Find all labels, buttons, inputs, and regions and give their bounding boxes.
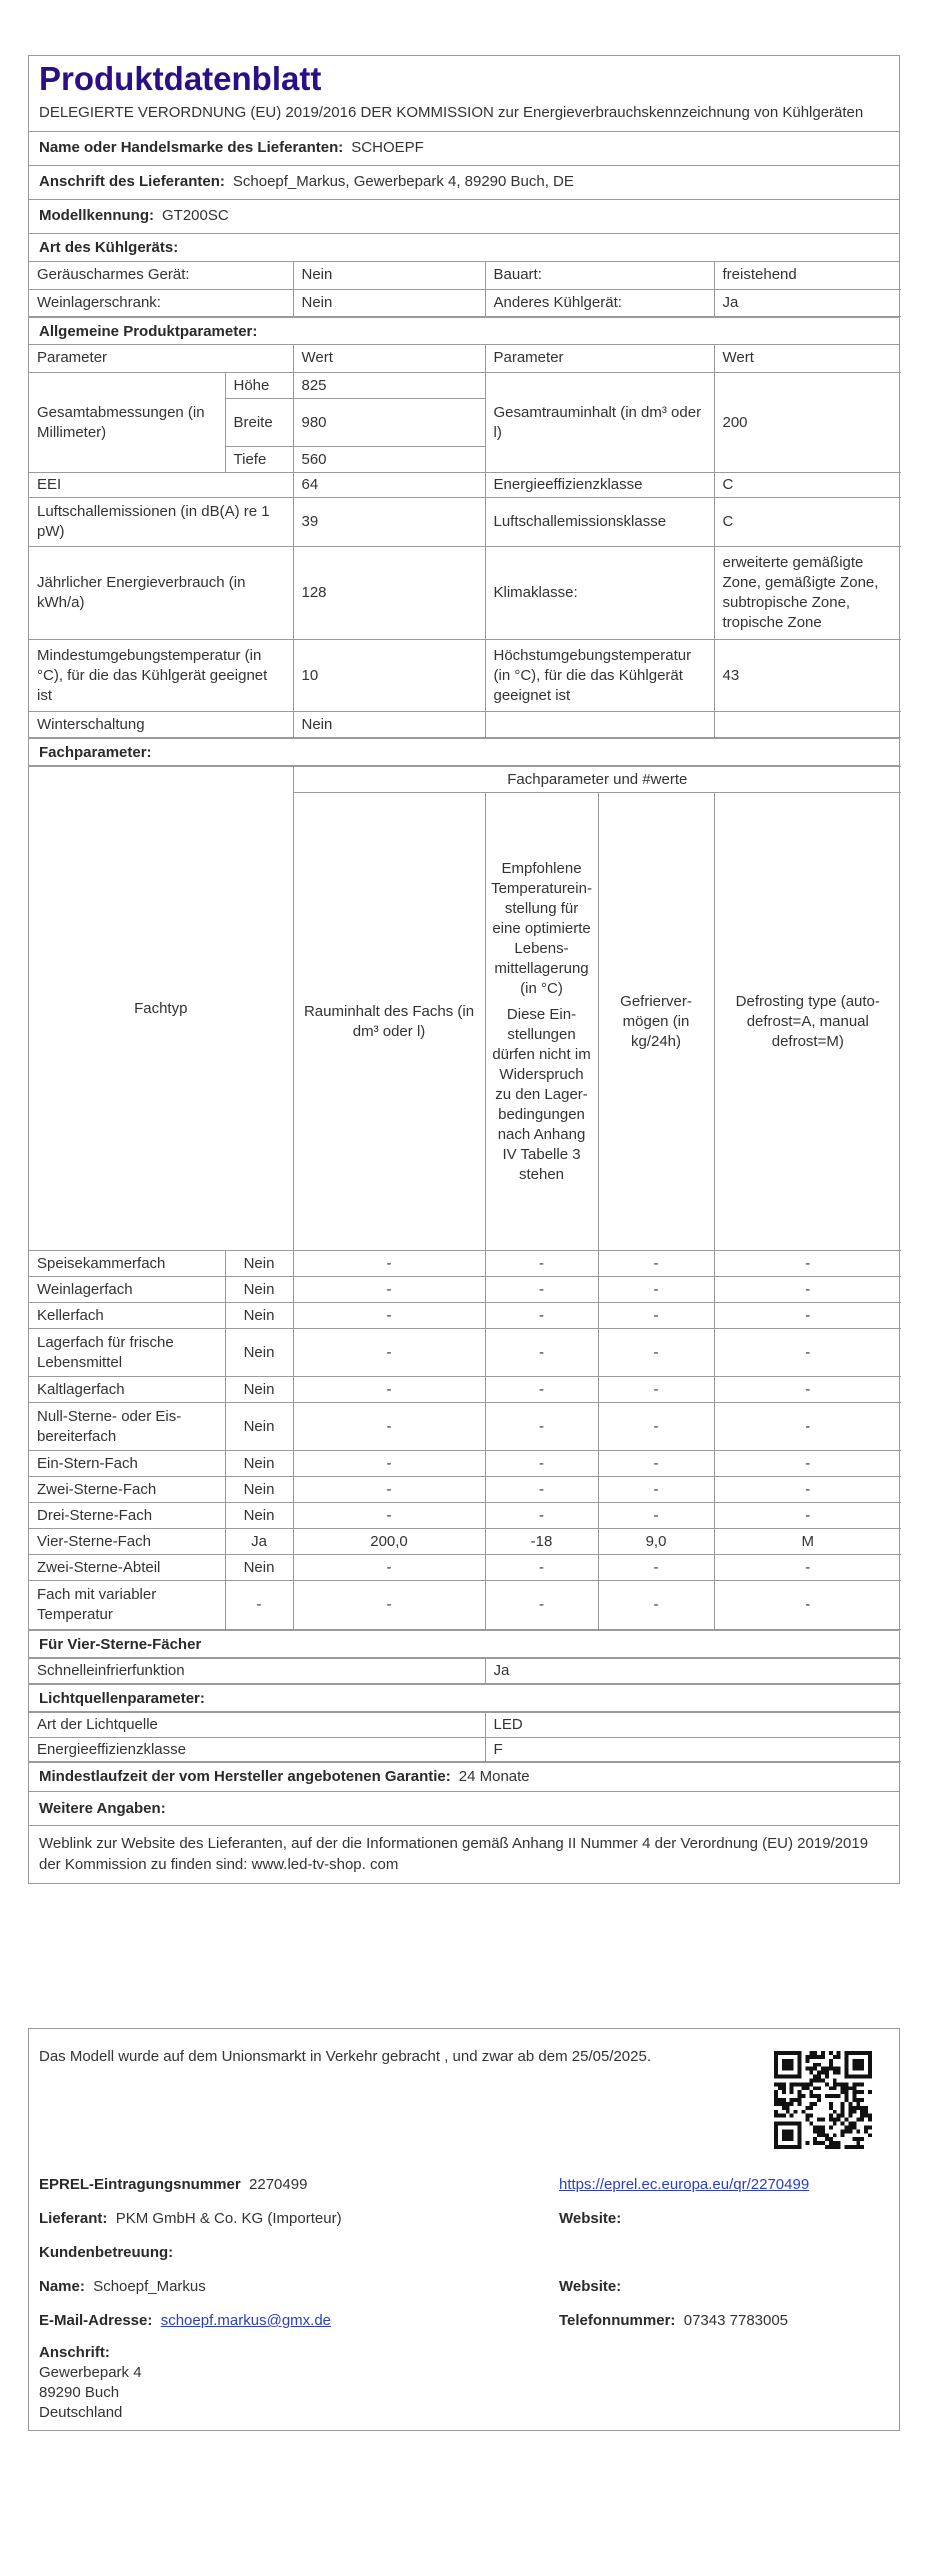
dim-value-height: 825 <box>293 373 485 399</box>
table-row <box>29 1659 901 1684</box>
cell-label: Bauart: <box>485 262 714 289</box>
table-row <box>29 1503 901 1529</box>
email-link[interactable]: schoepf.markus@gmx.de <box>160 2312 332 2329</box>
address-line: Deutschland <box>39 2404 123 2421</box>
compartment-freezing: - <box>598 1477 714 1503</box>
compartment-present: Nein <box>225 1277 293 1303</box>
compartment-volume: - <box>293 1503 485 1529</box>
cell-label: Höchstumgebungstemperatur (in °C), für die das Kühlgerät geeignet ist <box>485 640 714 712</box>
compartment-present: Nein <box>225 1503 293 1529</box>
cell-label: EEI <box>29 473 293 498</box>
model-label: Modellkennung: <box>39 207 154 225</box>
header-temperature-note: Diese Einstellungen dürfen nicht im Widerspruch zu den Lagerbedingungen nach Anhang IV Tabelle 3 stehen <box>492 1005 591 1183</box>
cell-value: C <box>714 473 901 498</box>
compartment-present: Nein <box>225 1377 293 1403</box>
four-star-table <box>29 1658 901 1684</box>
light-class-value: F <box>485 1738 901 1762</box>
compartment-defrost: - <box>714 1251 901 1277</box>
compartment-temperature: - <box>485 1403 598 1451</box>
phone-line <box>559 2311 788 2331</box>
compartment-temperature: - <box>485 1503 598 1529</box>
header-compartment-type: Fachtyp <box>29 767 293 1251</box>
compartment-temperature: - <box>485 1451 598 1477</box>
address-label: Anschrift: <box>39 2344 110 2361</box>
table-row <box>29 712 901 738</box>
contact-website-line <box>559 2277 621 2297</box>
page-title: Produktdatenblatt <box>39 60 322 97</box>
qr-code-icon[interactable] <box>774 2051 872 2149</box>
compartment-rows <box>29 1251 901 1630</box>
warranty-row <box>29 1762 899 1792</box>
supplier-value: PKM GmbH & Co. KG (Importeur) <box>115 2210 342 2227</box>
compartment-freezing: - <box>598 1303 714 1329</box>
warranty-label: Mindestlaufzeit der vom Hersteller angebotenen Garantie: <box>39 1767 451 1785</box>
compartment-defrost: - <box>714 1329 901 1377</box>
contact-name-value: Schoepf_Markus <box>93 2278 206 2295</box>
table-row <box>29 640 901 712</box>
compartment-freezing: - <box>598 1277 714 1303</box>
cell-value: 39 <box>293 498 485 547</box>
table-row <box>29 1303 901 1329</box>
light-type-label: Art der Lichtquelle <box>29 1713 485 1738</box>
customer-service-label: Kundenbetreuung: <box>39 2244 174 2261</box>
table-row <box>29 1251 901 1277</box>
compartment-name: Kellerfach <box>29 1303 225 1329</box>
compartment-present: - <box>225 1581 293 1630</box>
header-temperature <box>485 793 598 1251</box>
table-row <box>29 1581 901 1630</box>
compartment-freezing: - <box>598 1503 714 1529</box>
header-freezing-capacity: Gefriervermögen (in kg/24h) <box>598 793 714 1251</box>
compartment-temperature: - <box>485 1277 598 1303</box>
website-label: Website: <box>559 2210 622 2227</box>
header-parameter: Parameter <box>485 345 714 373</box>
compartment-present: Ja <box>225 1529 293 1555</box>
compartment-defrost: - <box>714 1277 901 1303</box>
compartment-freezing: - <box>598 1581 714 1630</box>
market-date-text: Das Modell wurde auf dem Unionsmarkt in Verkehr gebracht , und zwar ab dem 25/05/2025. <box>39 2048 651 2065</box>
supplier-website-link[interactable]: www.led-tv-shop. com <box>251 1856 399 1873</box>
appliance-type-table <box>29 262 901 317</box>
table-row <box>29 1555 901 1581</box>
cell-value: Nein <box>293 262 485 289</box>
compartment-freezing: 9,0 <box>598 1529 714 1555</box>
further-info-description: Weblink zur Website des Lieferanten, auf der die Informationen gemäß Anhang II Nummer 4 der Verordnung (EU) 2019/2019 der Kommission zu finden sind: <box>39 1835 869 1873</box>
supplier-line <box>39 2209 342 2229</box>
compartment-name: Null-Sterne- oder Eisbereiterfach <box>29 1403 225 1451</box>
model-row <box>29 200 899 234</box>
table-row <box>29 1329 901 1377</box>
compartment-present: Nein <box>225 1555 293 1581</box>
volume-value: 200 <box>714 373 901 473</box>
eprel-line <box>39 2175 307 2195</box>
light-source-table <box>29 1712 901 1762</box>
contact-name-line <box>39 2277 206 2297</box>
four-star-heading: Für Vier-Sterne-Fächer <box>29 1630 899 1658</box>
fast-freeze-label: Schnelleinfrierfunktion <box>29 1659 485 1684</box>
cell-value: Nein <box>293 289 485 316</box>
compartment-freezing: - <box>598 1555 714 1581</box>
compartment-temperature: - <box>485 1303 598 1329</box>
compartment-volume: - <box>293 1403 485 1451</box>
table-row <box>29 547 901 640</box>
table-row <box>29 1477 901 1503</box>
email-label: E-Mail-Adresse: <box>39 2312 153 2329</box>
compartment-temperature: - <box>485 1477 598 1503</box>
model-value: GT200SC <box>162 207 229 225</box>
compartment-temperature: - <box>485 1329 598 1377</box>
contact-website-label: Website: <box>559 2278 622 2295</box>
cell-label <box>485 712 714 738</box>
compartment-name: Ein-Stern-Fach <box>29 1451 225 1477</box>
cell-label: Winterschaltung <box>29 712 293 738</box>
cell-value: C <box>714 498 901 547</box>
compartment-volume: - <box>293 1251 485 1277</box>
compartment-volume: - <box>293 1329 485 1377</box>
address-line: 89290 Buch <box>39 2384 120 2401</box>
compartment-volume: - <box>293 1451 485 1477</box>
cell-value: Ja <box>714 289 901 316</box>
compartment-freezing: - <box>598 1377 714 1403</box>
cell-value: 10 <box>293 640 485 712</box>
compartment-temperature: -18 <box>485 1529 598 1555</box>
compartment-name: Vier-Sterne-Fach <box>29 1529 225 1555</box>
customer-service-heading <box>39 2243 173 2263</box>
table-header-row <box>29 345 901 373</box>
table-row <box>29 1713 901 1738</box>
light-class-label: Energieeffizienzklasse <box>29 1738 485 1762</box>
supplier-address-row <box>29 166 899 200</box>
compartment-defrost: - <box>714 1377 901 1403</box>
cell-value <box>714 712 901 738</box>
postal-address <box>39 2343 142 2423</box>
cell-value: erweiterte gemäßigte Zone, gemäßigte Zone, subtropische Zone, tropische Zone <box>714 547 901 640</box>
table-row <box>29 1377 901 1403</box>
table-row <box>29 1451 901 1477</box>
compartment-present: Nein <box>225 1403 293 1451</box>
eprel-link[interactable] <box>559 2175 809 2195</box>
phone-value: 07343 7783005 <box>683 2312 789 2329</box>
cell-label: Geräuscharmes Gerät: <box>29 262 293 289</box>
compartment-params-heading: Fachparameter: <box>29 738 899 766</box>
cell-label: Anderes Kühlgerät: <box>485 289 714 316</box>
general-params-heading: Allgemeine Produktparameter: <box>29 317 899 345</box>
supplier-name-row <box>29 132 899 166</box>
compartment-present: Nein <box>225 1451 293 1477</box>
compartment-defrost: - <box>714 1555 901 1581</box>
cell-label: Energieeffizienzklasse <box>485 473 714 498</box>
table-header-row <box>29 767 901 793</box>
compartment-freezing: - <box>598 1329 714 1377</box>
compartment-defrost: - <box>714 1503 901 1529</box>
header-compartment-params: Fachparameter und #werte <box>293 767 901 793</box>
cell-label: Mindestumgebungstemperatur (in °C), für die das Kühlgerät geeignet ist <box>29 640 293 712</box>
cell-label: Weinlagerschrank: <box>29 289 293 316</box>
compartment-freezing: - <box>598 1403 714 1451</box>
cell-label: Luftschallemissionsklasse <box>485 498 714 547</box>
compartment-volume: - <box>293 1303 485 1329</box>
compartment-name: Drei-Sterne-Fach <box>29 1503 225 1529</box>
table-row <box>29 1403 901 1451</box>
cell-label: Klimaklasse: <box>485 547 714 640</box>
cell-value: 128 <box>293 547 485 640</box>
fast-freeze-value: Ja <box>485 1659 901 1684</box>
compartment-temperature: - <box>485 1377 598 1403</box>
light-source-heading: Lichtquellenparameter: <box>29 1684 899 1712</box>
dim-label-width: Breite <box>225 399 293 447</box>
dim-label-height: Höhe <box>225 373 293 399</box>
header-value: Wert <box>293 345 485 373</box>
compartment-defrost: - <box>714 1581 901 1630</box>
compartment-defrost: - <box>714 1451 901 1477</box>
volume-label: Gesamtrauminhalt (in dm³ oder l) <box>485 373 714 473</box>
compartment-freezing: - <box>598 1251 714 1277</box>
supplier-label: Lieferant: <box>39 2210 108 2227</box>
eprel-link-text[interactable]: https://eprel.ec.europa.eu/qr/2270499 <box>559 2176 810 2193</box>
table-row <box>29 1277 901 1303</box>
supplier-address-value: Schoepf_Markus, Gewerbepark 4, 89290 Buch, DE <box>232 173 574 191</box>
dim-label-depth: Tiefe <box>225 447 293 473</box>
compartment-volume: - <box>293 1477 485 1503</box>
cell-value: freistehend <box>714 262 901 289</box>
compartment-defrost: - <box>714 1477 901 1503</box>
compartment-volume: - <box>293 1555 485 1581</box>
header-volume: Rauminhalt des Fachs (in dm³ oder l) <box>293 793 485 1251</box>
header-parameter: Parameter <box>29 345 293 373</box>
compartment-defrost: M <box>714 1529 901 1555</box>
cell-value: Nein <box>293 712 485 738</box>
compartment-name: Fach mit variabler Temperatur <box>29 1581 225 1630</box>
table-row <box>29 498 901 547</box>
header-value: Wert <box>714 345 901 373</box>
dimensions-label: Gesamtabmessungen (in Millimeter) <box>29 373 225 473</box>
eprel-number: 2270499 <box>249 2176 308 2193</box>
compartment-volume: 200,0 <box>293 1529 485 1555</box>
warranty-value: 24 Monate <box>458 1767 530 1785</box>
compartment-present: Nein <box>225 1303 293 1329</box>
compartment-defrost: - <box>714 1303 901 1329</box>
dim-value-depth: 560 <box>293 447 485 473</box>
supplier-name-value: SCHOEPF <box>351 139 424 157</box>
market-info-sheet <box>28 2028 900 2431</box>
eprel-label: EPREL-Eintragungsnummer <box>39 2176 241 2193</box>
product-data-sheet <box>28 55 900 1884</box>
compartment-name: Speisekammerfach <box>29 1251 225 1277</box>
cell-label: Luftschallemissionen (in dB(A) re 1 pW) <box>29 498 293 547</box>
compartment-volume: - <box>293 1277 485 1303</box>
light-type-value: LED <box>485 1713 901 1738</box>
table-row <box>29 289 901 316</box>
table-row <box>29 1529 901 1555</box>
regulation-subtitle: DELEGIERTE VERORDNUNG (EU) 2019/2016 DER KOMMISSION zur Energieverbrauchskennzeichnung von Kühlgeräten <box>29 102 899 132</box>
compartment-temperature: - <box>485 1251 598 1277</box>
compartment-name: Zwei-Sterne-Abteil <box>29 1555 225 1581</box>
dim-value-width: 980 <box>293 399 485 447</box>
compartment-name: Zwei-Sterne-Fach <box>29 1477 225 1503</box>
appliance-type-heading: Art des Kühlgeräts: <box>29 234 899 262</box>
contact-name-label: Name: <box>39 2278 85 2295</box>
compartment-table <box>29 766 901 1630</box>
compartment-temperature: - <box>485 1555 598 1581</box>
compartment-present: Nein <box>225 1329 293 1377</box>
supplier-address-label: Anschrift des Lieferanten: <box>39 173 225 191</box>
email-line <box>39 2311 331 2331</box>
compartment-volume: - <box>293 1377 485 1403</box>
header-defrost-type: Defrosting type (auto-defrost=A, manual defrost=M) <box>714 793 901 1251</box>
compartment-temperature: - <box>485 1581 598 1630</box>
compartment-volume: - <box>293 1581 485 1630</box>
cell-value: 43 <box>714 640 901 712</box>
compartment-name: Weinlagerfach <box>29 1277 225 1303</box>
compartment-present: Nein <box>225 1251 293 1277</box>
compartment-freezing: - <box>598 1451 714 1477</box>
compartment-name: Kaltlagerfach <box>29 1377 225 1403</box>
cell-label: Jährlicher Energieverbrauch (in kWh/a) <box>29 547 293 640</box>
table-row <box>29 262 901 289</box>
table-row <box>29 373 901 399</box>
compartment-name: Lagerfach für frische Lebensmittel <box>29 1329 225 1377</box>
table-row <box>29 1738 901 1762</box>
phone-label: Telefonnummer: <box>559 2312 676 2329</box>
general-params-table <box>29 345 901 739</box>
compartment-defrost: - <box>714 1403 901 1451</box>
header-temperature-text: Empfohlene Temperatureinstellung für eine optimierte Lebensmittellagerung (in °C) <box>491 859 592 997</box>
further-info-text <box>29 1826 899 1883</box>
table-row <box>29 473 901 498</box>
supplier-website-line <box>559 2209 621 2229</box>
compartment-present: Nein <box>225 1477 293 1503</box>
address-line: Gewerbepark 4 <box>39 2364 142 2381</box>
further-info-heading: Weitere Angaben: <box>29 1792 899 1826</box>
supplier-name-label: Name oder Handelsmarke des Lieferanten: <box>39 139 344 157</box>
cell-value: 64 <box>293 473 485 498</box>
